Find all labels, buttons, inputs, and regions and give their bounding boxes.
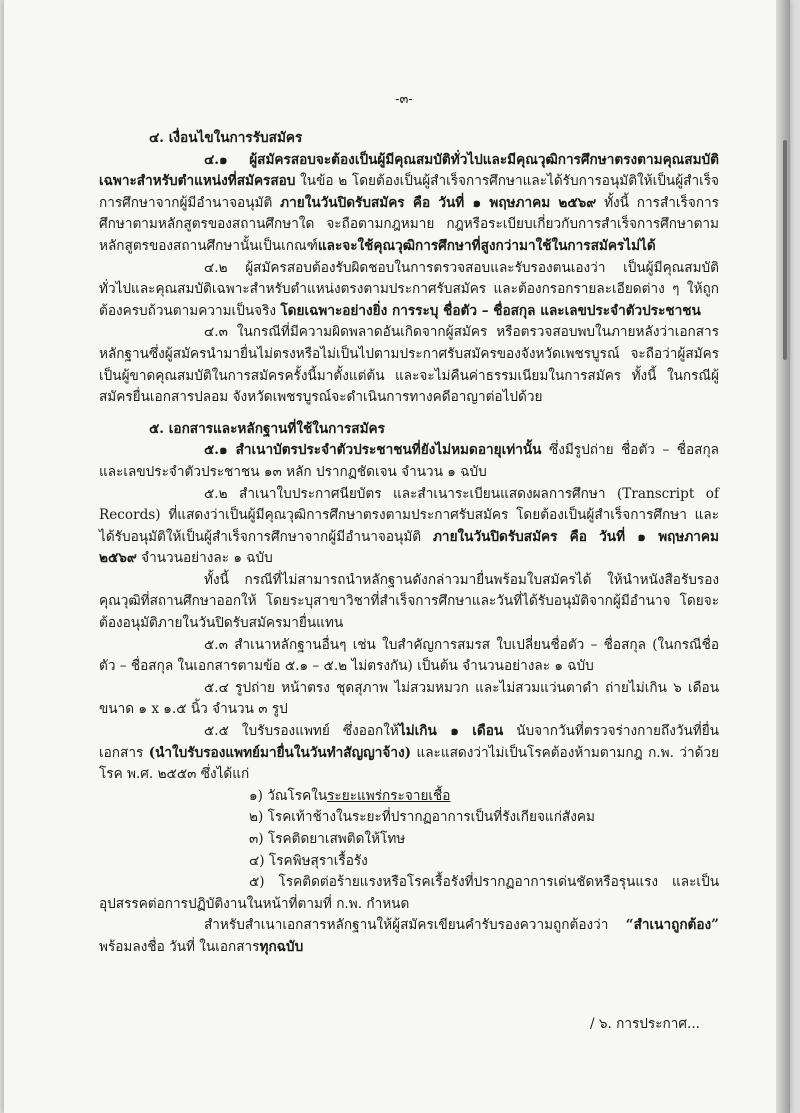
scrollbar[interactable] [783, 140, 787, 360]
clause-5-4: ๕.๔ รูปถ่าย หน้าตรง ชุดสุภาพ ไม่สวมหมวก และไม่สวมแว่นตาดำ ถ่ายไม่เกิน ๖ เดือน ขนาด ๑ x ๑.๕ นิ้ว จำนวน ๓ รูป [99, 679, 719, 718]
document-body [99, 128, 719, 959]
document-page [4, 0, 790, 1113]
disease-item-3: ๓) โรคติดยาเสพติดให้โทษ [249, 831, 406, 847]
clause-5-3: ๕.๓ สำเนาหลักฐานอื่นๆ เช่น ใบสำคัญการสมรส ใบเปลี่ยนชื่อตัว – ชื่อสกุล (ในกรณีชื่อตัว – ชื่อสกุล ในเอกสารตามข้อ ๕.๑ – ๕.๒ ไม่ตรงกัน) เป็นต้น จำนวนอย่างละ ๑ ฉบับ [99, 636, 719, 675]
clause-5-1: ๕.๑ สำเนาบัตรประจำตัวประชาชนที่ยังไม่หมดอายุเท่านั้น ซึ่งมีรูปถ่าย ชื่อตัว – ชื่อสกุล และเลขประจำตัวประชาชน ๑๓ หลัก ปรากฏชัดเจน จำนวน ๑ ฉบับ [99, 442, 720, 480]
clause-5-2: ๕.๒ สำเนาใบประกาศนียบัตร และสำเนาระเบียนแสดงผลการศึกษา (Transcript of Records) ที่แสดงว่าเป็นผู้มีคุณวุฒิการศึกษาตรงตามประกาศรับสมัคร โดยต้องเป็นผู้สำเร็จการศึกษา และได้รับอนุมัติให้เป็นผู้สำเร็จการศึกษาจากผู้มีอำนาจอนุมัติ ภายในวันปิดรับสมัคร คือ วันที่ ๑ พฤษภาคม ๒๕๖๙ จำนวนอย่างละ ๑ ฉบับ [99, 485, 719, 567]
section-4-heading: ๔. เงื่อนไขในการรับสมัคร [149, 130, 303, 146]
disease-item-4: ๔) โรคพิษสุราเรื้อรัง [249, 852, 368, 869]
clause-5-2-note: ทั้งนี้ กรณีที่ไม่สามารถนำหลักฐานดังกล่าวมายื่นพร้อมใบสมัครได้ ให้นำหนังสือรับรองคุณวุฒิที่สถานศึกษาออกให้ โดยระบุสาขาวิชาที่สำเร็จการศึกษาและวันที่ได้รับอนุมัติจากผู้มีอำนาจ โดยจะต้องอนุมัติภายในวันปิดรับสมัครมายื่นแทน [99, 571, 719, 632]
section-5-heading: ๕. เอกสารและหลักฐานที่ใช้ในการสมัคร [149, 420, 385, 437]
certification-note: สำหรับสำเนาเอกสารหลักฐานให้ผู้สมัครเขียนคำรับรองความถูกต้องว่า “สำเนาถูกต้อง” พร้อมลงชื่อ วันที่ ในเอกสารทุกฉบับ [99, 917, 719, 955]
continuation-footer: / ๖. การประกาศ... [589, 1016, 700, 1032]
clause-4-1: ๔.๑ ผู้สมัครสอบจะต้องเป็นผู้มีคุณสมบัติทั่วไปและมีคุณวุฒิการศึกษาตรงตามคุณสมบัติ เฉพาะสำหรับตำแหน่งที่สมัครสอบ ในข้อ ๒ โดยต้องเป็นผู้สำเร็จการศึกษาและได้รับการอนุมัติให้เป็นผู้สำเร็จการศึกษาจากผู้มีอำนาจอนุมัติ ภายในวันปิดรับสมัคร คือ วันที่ ๑ พฤษภาคม ๒๕๖๙ ทั้งนี้ การสำเร็จการศึกษาตามหลักสูตรของสถานศึกษาใด จะถือตามกฎหมาย กฎหรือระเบียบเกี่ยวกับการสำเร็จการศึกษาตามหลักสูตรของสถานศึกษานั้นเป็นเกณฑ์และจะใช้คุณวุฒิการศึกษาที่สูงกว่ามาใช้ในการสมัครไม่ได้ [99, 151, 719, 254]
clause-5-5: ๕.๕ ใบรับรองแพทย์ ซึ่งออกให้ไม่เกิน ๑ เดือน นับจากวันที่ตรวจร่างกายถึงวันที่ยื่นเอกสาร (นำใบรับรองแพทย์มายื่นในวันทำสัญญาจ้าง) และแสดงว่าไม่เป็นโรคต้องห้ามตามกฎ ก.พ. ว่าด้วยโรค พ.ศ. ๒๕๕๓ ซึ่งได้แก่ [99, 723, 720, 783]
clause-4-2: ๔.๒ ผู้สมัครสอบต้องรับผิดชอบในการตรวจสอบและรับรองตนเองว่า เป็นผู้มีคุณสมบัติทั่วไปและคุณสมบัติเฉพาะสำหรับตำแหน่งตรงตามประกาศรับสมัคร และต้องกรอกรายละเอียดต่าง ๆ ให้ถูกต้องครบถ้วนตามความเป็นจริง โดยเฉพาะอย่างยิ่ง การระบุ ชื่อตัว – ชื่อสกุล และเลขประจำตัวประชาชน [99, 259, 719, 319]
disease-item-2: ๒) โรคเท้าช้างในระยะที่ปรากฏอาการเป็นที่รังเกียจแก่สังคม [249, 809, 595, 826]
disease-item-5: ๕) โรคติดต่อร้ายแรงหรือโรคเรื้อรังที่ปรากฏอาการเด่นชัดหรือรุนแรง และเป็นอุปสรรคต่อการปฏิบัติงานในหน้าที่ตามที่ ก.พ. กำหนด [99, 874, 719, 912]
page-number: -๓- [395, 92, 413, 107]
disease-item-1: ๑) วัณโรคในระยะแพร่กระจายเชื้อ [249, 787, 451, 804]
clause-4-3: ๔.๓ ในกรณีที่มีความผิดพลาดอันเกิดจากผู้สมัคร หรือตรวจสอบพบในภายหลังว่าเอกสารหลักฐานซึ่งผู้สมัครนำมายื่นไม่ตรงหรือไม่เป็นไปตามประกาศรับสมัครของจังหวัดเพชรบูรณ์ จะถือว่าผู้สมัครเป็นผู้ขาดคุณสมบัติในการสมัครครั้งนี้มาตั้งแต่ต้น และจะไม่คืนค่าธรรมเนียมในการสมัคร ทั้งนี้ ในกรณีผู้สมัครยื่นเอกสารปลอม จังหวัดเพชรบูรณ์จะดำเนินการทางคดีอาญาต่อไปด้วย [99, 324, 719, 406]
